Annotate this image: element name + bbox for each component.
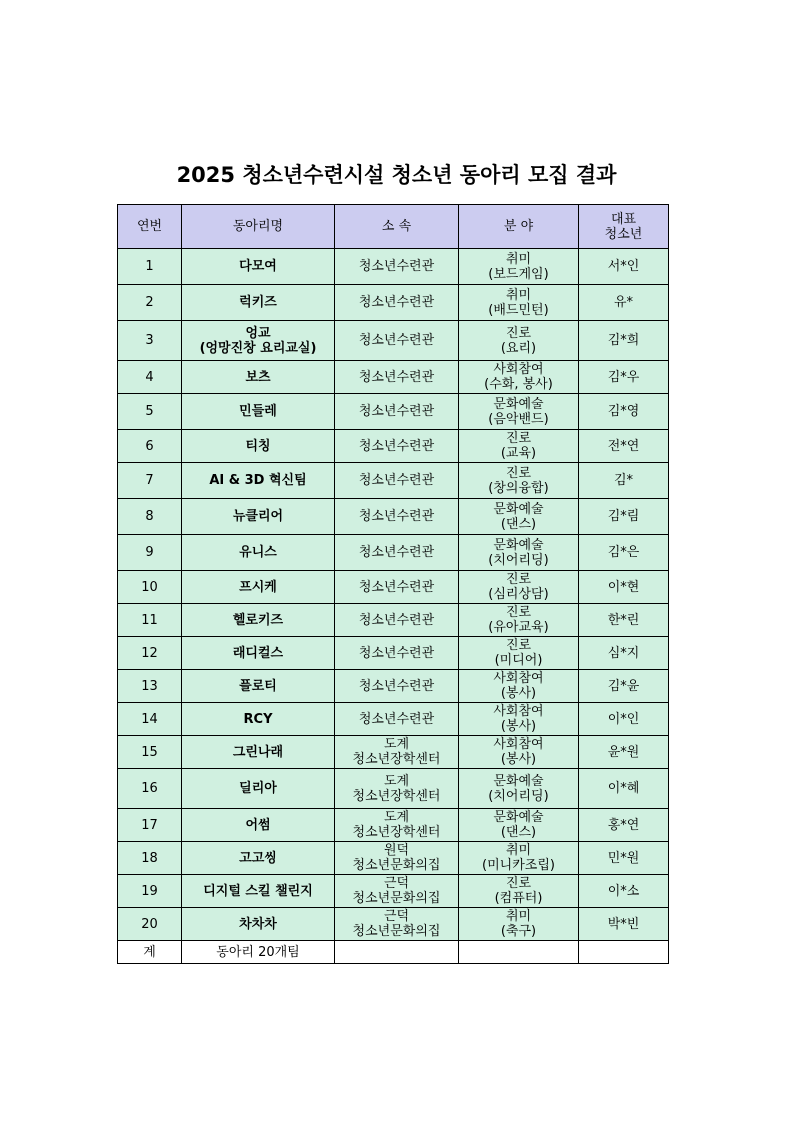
club-affiliation [335, 769, 459, 809]
header-rep-line1: 대표 [610, 211, 637, 227]
total-value: 동아리 20개팀 [182, 941, 335, 964]
table-row [118, 670, 669, 703]
row-number: 17 [118, 809, 182, 842]
club-affiliation-line: 도계 [383, 773, 410, 789]
table-row [118, 842, 669, 875]
club-representative: 김*우 [579, 361, 669, 394]
table-row [118, 736, 669, 769]
club-field-line: 문화예술 [493, 810, 544, 825]
club-field [459, 321, 579, 361]
club-affiliation-line: 근덕 [383, 876, 410, 891]
club-affiliation [335, 703, 459, 736]
club-field-line: (창의융합) [488, 480, 549, 496]
club-name-line: 보츠 [245, 369, 271, 385]
club-field [459, 769, 579, 809]
club-name [182, 769, 335, 809]
club-affiliation [335, 285, 459, 321]
club-field [459, 604, 579, 637]
club-name-line: 프시케 [239, 579, 277, 595]
club-representative: 김* [579, 463, 669, 499]
row-number: 14 [118, 703, 182, 736]
club-field-line: (댄스) [500, 825, 537, 840]
club-field-line: 사회참여 [493, 704, 544, 719]
club-affiliation [335, 394, 459, 430]
table-row [118, 430, 669, 463]
club-representative: 김*희 [579, 321, 669, 361]
row-number: 8 [118, 499, 182, 535]
club-name [182, 809, 335, 842]
club-affiliation [335, 908, 459, 941]
club-name-line: AI & 3D 혁신팀 [209, 473, 307, 488]
club-affiliation [335, 670, 459, 703]
club-name [182, 394, 335, 430]
club-affiliation-line: 청소년수련관 [358, 333, 435, 348]
club-field-line: 진로 [505, 325, 532, 341]
club-affiliation-line: 청소년수련관 [358, 295, 435, 310]
club-field-line: (유아교육) [488, 620, 549, 635]
club-representative: 민*원 [579, 842, 669, 875]
club-field [459, 875, 579, 908]
club-affiliation [335, 430, 459, 463]
club-representative: 이*현 [579, 571, 669, 604]
club-field-line: (봉사) [500, 752, 537, 767]
club-affiliation-line: 청소년문화의집 [352, 891, 441, 906]
club-affiliation-line: 청소년장학센터 [352, 788, 441, 804]
row-number: 2 [118, 285, 182, 321]
row-number: 4 [118, 361, 182, 394]
club-results-table [117, 204, 669, 964]
club-affiliation-line: 청소년수련관 [358, 509, 435, 524]
table-row [118, 604, 669, 637]
table-row [118, 285, 669, 321]
club-affiliation [335, 809, 459, 842]
club-name-line: 어썸 [245, 817, 271, 833]
club-representative: 심*지 [579, 637, 669, 670]
club-name-line: 민들레 [239, 404, 277, 419]
table-row [118, 703, 669, 736]
total-empty-cell [459, 941, 579, 964]
club-affiliation-line: 청소년수련관 [358, 579, 435, 595]
table-row [118, 637, 669, 670]
club-name-line: 다모여 [239, 259, 277, 274]
table-row [118, 394, 669, 430]
club-field-line: 취미 [505, 287, 532, 303]
club-name-line: 그린나래 [232, 744, 284, 760]
club-field-line: (보드게임) [488, 266, 549, 282]
club-affiliation-line: 청소년수련관 [358, 612, 435, 628]
club-name [182, 321, 335, 361]
club-affiliation [335, 321, 459, 361]
club-representative: 유* [579, 285, 669, 321]
club-affiliation [335, 463, 459, 499]
club-field [459, 499, 579, 535]
club-affiliation [335, 604, 459, 637]
club-field-line: 취미 [505, 909, 532, 924]
club-name [182, 571, 335, 604]
club-field-line: 사회참여 [493, 362, 544, 377]
header-representative [579, 205, 669, 249]
club-name [182, 249, 335, 285]
club-representative: 홍*연 [579, 809, 669, 842]
club-affiliation-line: 원덕 [383, 843, 410, 858]
club-name-line: 딜리아 [239, 781, 277, 796]
row-number: 6 [118, 430, 182, 463]
table-row [118, 321, 669, 361]
table-row [118, 769, 669, 809]
club-field [459, 637, 579, 670]
table-body [118, 249, 669, 964]
club-field-line: 문화예술 [493, 396, 544, 412]
club-field-line: (교육) [500, 446, 537, 461]
club-name-line: 럭키즈 [239, 295, 277, 310]
club-field-line: 사회참여 [493, 671, 544, 686]
club-affiliation [335, 535, 459, 571]
club-name [182, 908, 335, 941]
club-name [182, 361, 335, 394]
club-name [182, 637, 335, 670]
club-field-line: 진로 [505, 465, 532, 481]
club-name [182, 736, 335, 769]
header-club-name: 동아리명 [182, 205, 335, 249]
club-field-line: (치어리딩) [488, 788, 549, 804]
table-header-row [118, 205, 669, 249]
club-field-line: (미디어) [494, 653, 543, 668]
club-name-line: 헬로키즈 [232, 612, 284, 628]
row-number: 20 [118, 908, 182, 941]
club-affiliation [335, 499, 459, 535]
club-name [182, 842, 335, 875]
club-affiliation-line: 도계 [383, 810, 410, 825]
club-field-line: (요리) [500, 340, 537, 356]
club-name [182, 703, 335, 736]
row-number: 13 [118, 670, 182, 703]
club-representative: 김*윤 [579, 670, 669, 703]
club-name [182, 499, 335, 535]
row-number: 5 [118, 394, 182, 430]
club-field-line: (배드민턴) [488, 302, 549, 318]
table-row [118, 908, 669, 941]
row-number: 12 [118, 637, 182, 670]
row-number: 10 [118, 571, 182, 604]
club-representative: 한*린 [579, 604, 669, 637]
club-name [182, 285, 335, 321]
club-field-line: (음악밴드) [488, 411, 549, 427]
club-field-line: (수화, 봉사) [484, 377, 553, 392]
row-number: 1 [118, 249, 182, 285]
club-affiliation-line: 청소년문화의집 [352, 858, 441, 873]
club-affiliation [335, 736, 459, 769]
row-number: 18 [118, 842, 182, 875]
club-representative: 김*림 [579, 499, 669, 535]
club-field [459, 809, 579, 842]
club-field-line: 진로 [505, 572, 532, 587]
club-name-line: 차차차 [239, 916, 277, 932]
club-field-line: 취미 [505, 251, 532, 267]
club-field-line: (컴퓨터) [494, 891, 543, 906]
club-affiliation-line: 도계 [383, 737, 410, 752]
club-affiliation [335, 637, 459, 670]
club-name [182, 604, 335, 637]
table-row [118, 249, 669, 285]
club-affiliation-line: 근덕 [383, 909, 410, 924]
club-field-line: 문화예술 [493, 773, 544, 789]
club-field-line: 문화예술 [493, 537, 544, 553]
club-field-line: (축구) [500, 924, 537, 939]
club-field [459, 908, 579, 941]
club-affiliation-line: 청소년수련관 [358, 369, 435, 385]
row-number: 19 [118, 875, 182, 908]
table-row [118, 875, 669, 908]
club-name [182, 430, 335, 463]
club-name [182, 670, 335, 703]
club-affiliation-line: 청소년수련관 [358, 545, 435, 560]
club-field [459, 361, 579, 394]
club-representative: 김*영 [579, 394, 669, 430]
club-representative: 윤*원 [579, 736, 669, 769]
club-name-line: 고고씽 [239, 850, 277, 866]
club-representative: 전*연 [579, 430, 669, 463]
club-affiliation-line: 청소년수련관 [358, 438, 435, 454]
club-field-line: 진로 [505, 638, 532, 653]
total-empty-cell [579, 941, 669, 964]
club-field-line: 취미 [505, 843, 532, 858]
club-name-line: 뉴클리어 [232, 509, 284, 524]
club-field [459, 842, 579, 875]
club-field-line: (댄스) [500, 516, 537, 532]
club-name-line: 래디컬스 [232, 645, 284, 661]
club-affiliation-line: 청소년수련관 [358, 645, 435, 661]
row-number: 16 [118, 769, 182, 809]
club-affiliation-line: 청소년장학센터 [352, 752, 441, 767]
club-field-line: 진로 [505, 876, 532, 891]
table-row [118, 809, 669, 842]
club-field-line: (봉사) [500, 686, 537, 701]
club-affiliation-line: 청소년수련관 [358, 678, 435, 694]
club-representative: 이*소 [579, 875, 669, 908]
club-affiliation-line: 청소년수련관 [358, 711, 435, 727]
club-affiliation [335, 875, 459, 908]
club-name-line: (엉망진창 요리교실) [199, 340, 317, 356]
club-field [459, 703, 579, 736]
club-field-line: (봉사) [500, 719, 537, 734]
club-field-line: 진로 [505, 431, 532, 446]
table-row [118, 535, 669, 571]
table-row [118, 463, 669, 499]
header-no: 연번 [118, 205, 182, 249]
club-field-line: (치어리딩) [488, 552, 549, 568]
club-representative: 서*인 [579, 249, 669, 285]
club-field [459, 736, 579, 769]
club-field [459, 430, 579, 463]
club-affiliation-line: 청소년수련관 [358, 473, 435, 488]
header-affiliation: 소 속 [335, 205, 459, 249]
club-name-line: 디지털 스킬 챌린지 [203, 883, 313, 899]
club-name-line: 티칭 [245, 438, 271, 454]
row-number: 7 [118, 463, 182, 499]
club-name [182, 875, 335, 908]
club-representative: 이*인 [579, 703, 669, 736]
club-affiliation [335, 249, 459, 285]
club-affiliation-line: 청소년문화의집 [352, 924, 441, 939]
total-label: 계 [118, 941, 182, 964]
club-name-line: 유니스 [239, 545, 277, 560]
club-field [459, 394, 579, 430]
table-row [118, 571, 669, 604]
club-representative: 이*혜 [579, 769, 669, 809]
club-name-line: 플로티 [239, 678, 277, 694]
club-representative: 박*빈 [579, 908, 669, 941]
club-name [182, 535, 335, 571]
club-field [459, 285, 579, 321]
club-name [182, 463, 335, 499]
club-name-line: RCY [243, 711, 273, 727]
club-field-line: (심리상담) [488, 587, 549, 602]
club-affiliation-line: 청소년수련관 [358, 259, 435, 274]
club-field [459, 571, 579, 604]
row-number: 15 [118, 736, 182, 769]
header-field: 분 야 [459, 205, 579, 249]
club-affiliation [335, 361, 459, 394]
total-empty-cell [335, 941, 459, 964]
table-row [118, 361, 669, 394]
club-affiliation-line: 청소년장학센터 [352, 825, 441, 840]
club-field [459, 670, 579, 703]
club-field-line: 문화예술 [493, 501, 544, 517]
club-name-line: 엉교 [245, 325, 271, 341]
row-number: 9 [118, 535, 182, 571]
club-affiliation [335, 571, 459, 604]
total-row [118, 941, 669, 964]
club-field-line: 진로 [505, 605, 532, 620]
header-rep-line2: 청소년 [604, 226, 643, 242]
club-affiliation-line: 청소년수련관 [358, 404, 435, 419]
club-field [459, 249, 579, 285]
club-representative: 김*은 [579, 535, 669, 571]
club-field-line: 사회참여 [493, 737, 544, 752]
club-field [459, 535, 579, 571]
club-field-line: (미니카조립) [482, 858, 555, 873]
club-affiliation [335, 842, 459, 875]
row-number: 11 [118, 604, 182, 637]
page-title: 2025 청소년수련시설 청소년 동아리 모집 결과 [176, 163, 617, 187]
club-field [459, 463, 579, 499]
table-row [118, 499, 669, 535]
row-number: 3 [118, 321, 182, 361]
